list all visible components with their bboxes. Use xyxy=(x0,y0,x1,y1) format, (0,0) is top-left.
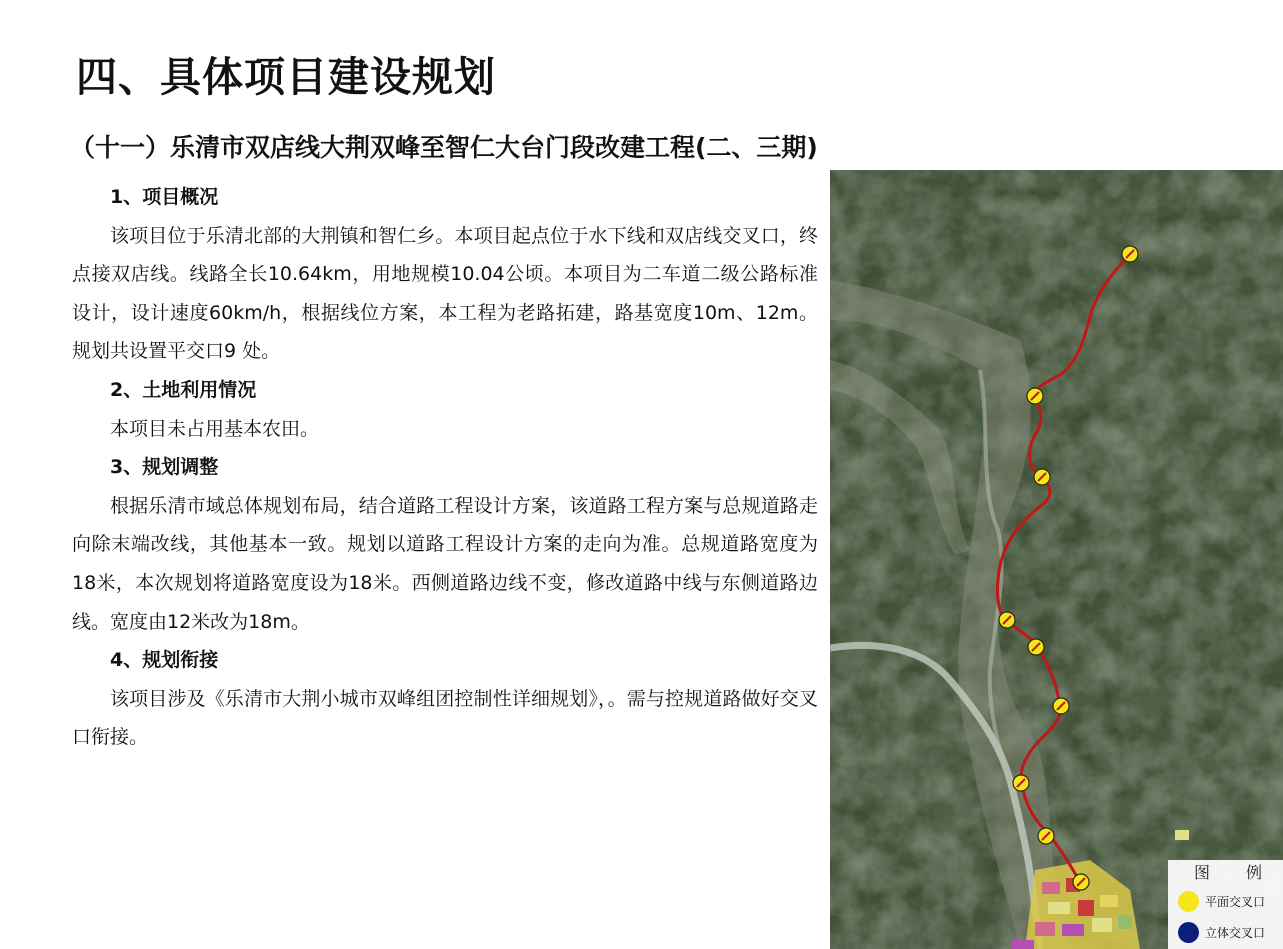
page-title: 四、具体项目建设规划 xyxy=(76,53,496,101)
terrain-ridges xyxy=(830,170,1283,949)
section-heading-adjustment: 3、规划调整 xyxy=(110,456,219,479)
section-text-connection: 该项目涉及《乐清市大荆小城市双峰组团控制性详细规划》，。需与控规道路做好交叉口衔接。 xyxy=(72,687,818,749)
legend-item-grade-separated-interchange xyxy=(1168,917,1283,948)
project-description xyxy=(72,178,818,757)
legend-label: 平面交叉口 xyxy=(1205,895,1266,909)
section-text-land-use: 本项目未占用基本农田。 xyxy=(110,417,320,440)
section-text-overview: 该项目位于乐清北部的大荆镇和智仁乡。本项目起点位于水下线和双店线交叉口，终点接双店线。线路全长10.64km，用地规模10.04公顷。本项目为二车道二级公路标准设计，设计速度60km/h，根据线位方案，本工程为老路拓建，路基宽度10m、12m。规划共设置平交口9 处。 xyxy=(72,224,818,363)
project-subtitle: （十一）乐清市双店线大荆双峰至智仁大台门段改建工程(二、三期) xyxy=(70,133,818,162)
section-text-adjustment: 根据乐清市域总体规划布局，结合道路工程设计方案，该道路工程方案与总规道路走向除末端改线，其他基本一致。规划以道路工程设计方案的走向为准。总规道路宽度为18米，本次规划将道路宽度设为18米。西侧道路边线不变，修改道路中线与东侧道路边线。宽度由12米改为18m。 xyxy=(72,494,818,633)
legend-title-left: 图 xyxy=(1193,863,1210,882)
legend-title-right: 例 xyxy=(1245,863,1262,882)
blue-circle-icon xyxy=(1178,922,1199,943)
section-heading-overview: 1、项目概况 xyxy=(110,186,219,208)
map-legend xyxy=(1168,860,1283,949)
legend-item-at-grade-intersection xyxy=(1168,886,1283,917)
section-heading-land-use: 2、土地利用情况 xyxy=(110,378,257,401)
legend-label: 立体交叉口 xyxy=(1205,926,1266,940)
yellow-circle-icon xyxy=(1178,891,1199,912)
satellite-map xyxy=(830,170,1283,949)
map-graphic xyxy=(830,170,1283,949)
section-heading-connection: 4、规划衔接 xyxy=(110,649,219,672)
legend-title xyxy=(1168,860,1283,886)
